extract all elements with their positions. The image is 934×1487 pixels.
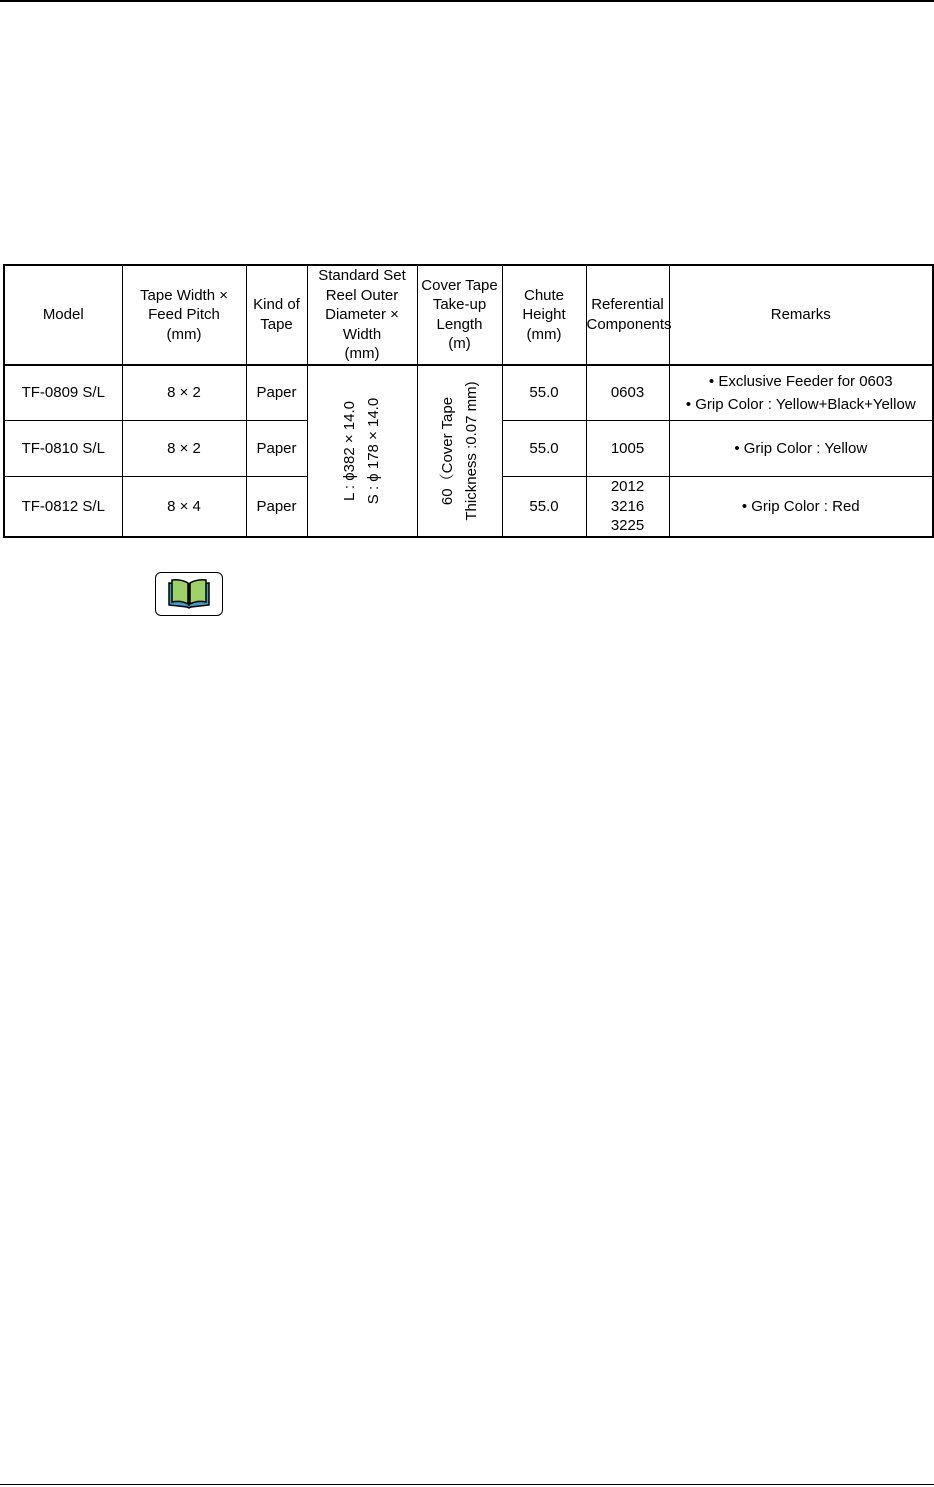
header-kind-of-tape [246,265,307,365]
cell-tape-width: 8 × 2 [122,365,246,421]
cell-kind: Paper [246,477,307,537]
cell-chute: 55.0 [502,365,586,421]
cell-chute: 55.0 [502,421,586,477]
header-tape-width [122,265,246,365]
cell-remarks [669,477,933,537]
header-cover-tape [417,265,502,365]
header-chute-line: Chute [523,286,565,304]
cell-model: TF-0812 S/L [4,477,122,537]
ref-value: 2012 [610,478,645,495]
header-tape-width-line: Feed Pitch [148,306,220,323]
cover-tape-line: 60（Cover Tape [438,396,456,505]
ref-value: 3225 [610,517,645,534]
header-cover-line: Length [436,315,483,333]
header-reel-line: Reel Outer [325,286,399,304]
cell-remarks [669,365,933,421]
remark-line: • Exclusive Feeder for 0603 [708,372,893,390]
reel-size-line: S : ϕ 178 × 14.0 [365,397,382,504]
header-chute-line: Height [522,306,566,323]
header-cover-line: Take-up [432,296,487,314]
reel-size-line: L : ϕ382 × 14.0 [341,400,358,501]
header-remarks: Remarks [669,265,933,365]
cell-refs [586,421,669,477]
cover-tape-text [436,381,484,520]
header-tape-width-line: Tape Width × [140,286,228,304]
header-cover-line: Cover Tape [421,276,498,294]
header-reel-line: (mm) [344,345,380,362]
header-cover-line: (m) [448,335,471,353]
header-chute-height [502,265,586,365]
cell-refs [586,365,669,421]
cell-cover-merged [417,365,502,537]
header-reel [307,265,417,365]
cell-reel-merged [307,365,417,537]
book-icon [167,577,211,610]
ref-value: 3216 [610,497,645,515]
cell-kind: Paper [246,365,307,421]
cell-tape-width: 8 × 2 [122,421,246,477]
tape-feeder-spec-table [3,264,934,538]
bottom-rule [0,1484,934,1485]
cell-remarks [669,421,933,477]
header-tape-width-line: (mm) [166,325,202,343]
table-row [4,365,933,421]
header-kind-line: Kind of [253,296,300,314]
ref-value: 0603 [610,384,645,401]
header-referential-components [586,265,672,365]
header-kind-line: Tape [260,315,293,333]
cover-tape-line: Thickness :0.07 mm) [462,380,480,521]
header-reel-line: Diameter × Width [325,306,399,343]
cell-tape-width: 8 × 4 [122,477,246,537]
ref-value: 1005 [610,439,645,457]
cell-refs [586,477,669,537]
reference-manual-badge [155,572,223,616]
cell-kind: Paper [246,421,307,477]
top-rule [0,0,934,2]
remark-line: • Grip Color : Yellow+Black+Yellow [685,395,916,413]
header-ref-line: Components [586,315,672,333]
header-chute-line: (mm) [526,325,562,343]
cell-chute: 55.0 [502,477,586,537]
header-model: Model [4,265,122,365]
cell-model: TF-0809 S/L [4,365,122,421]
remark-line: • Grip Color : Yellow [734,440,868,457]
reel-size-text [338,397,386,503]
header-ref-line: Referential [591,296,664,314]
remark-line: • Grip Color : Red [741,497,860,515]
cell-model: TF-0810 S/L [4,421,122,477]
header-reel-line: Standard Set [318,267,406,284]
